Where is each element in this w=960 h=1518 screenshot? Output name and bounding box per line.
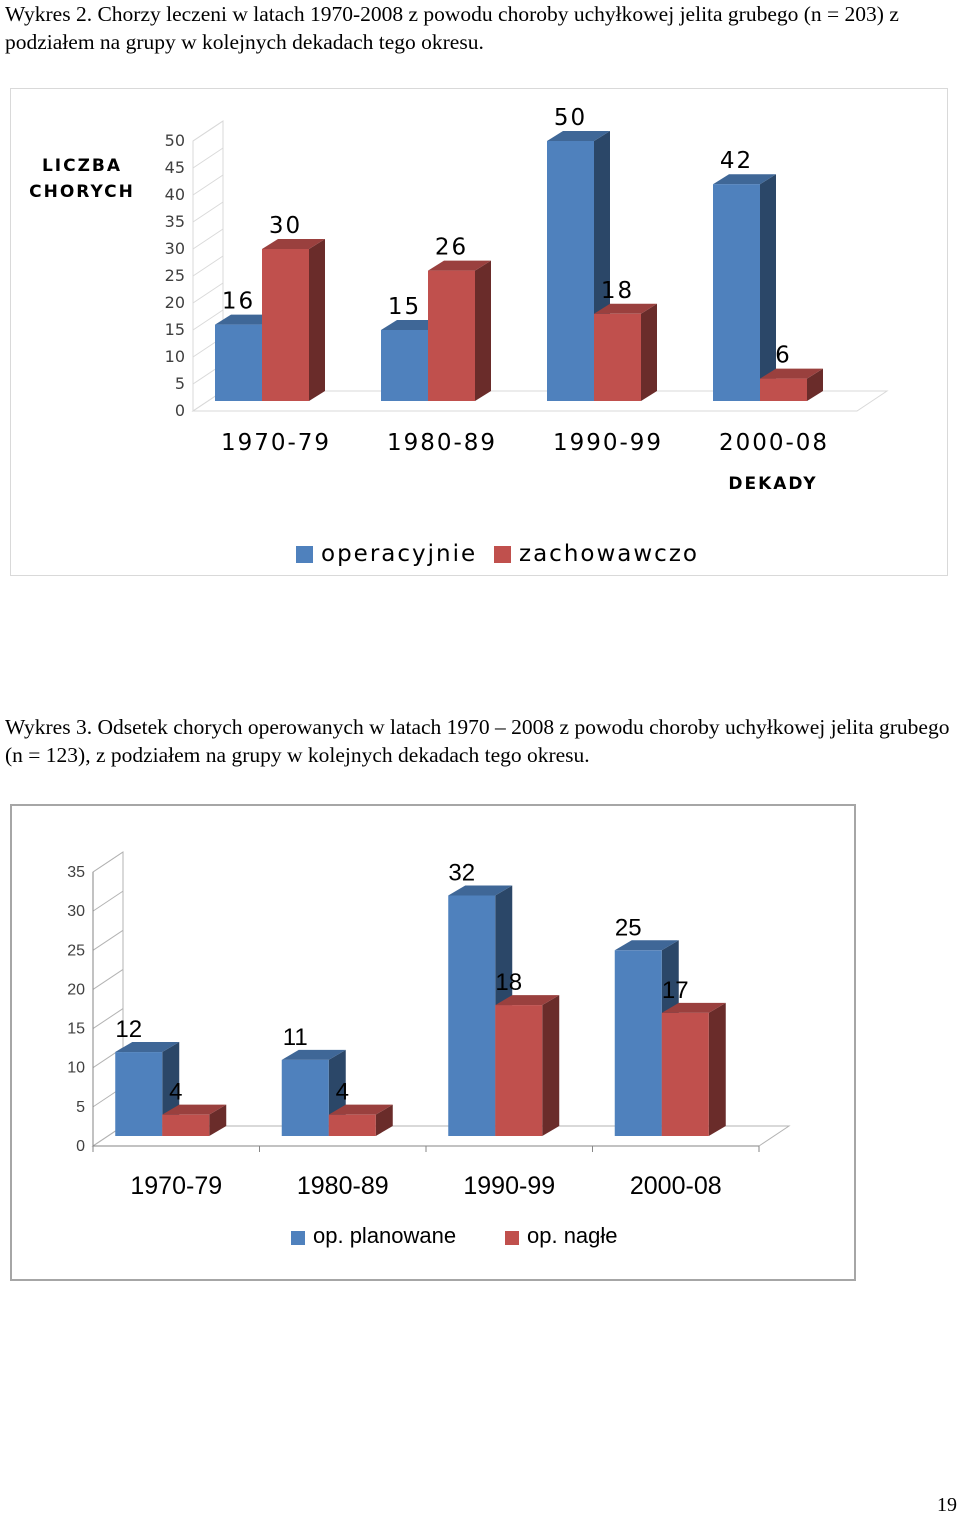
x-tick-label: 1990-99 (552, 430, 664, 456)
legend-swatch (494, 546, 511, 563)
x-tick-label: 1990-99 (463, 1172, 556, 1200)
bar (162, 1115, 209, 1136)
bar (262, 249, 309, 401)
data-label: 26 (434, 234, 469, 261)
bar (615, 950, 662, 1136)
y-axis-title: CHORYCH (29, 182, 135, 202)
bar (594, 314, 641, 401)
y-tick-label: 5 (174, 374, 185, 393)
y-tick-label: 35 (67, 864, 85, 881)
page-number: 19 (937, 1494, 957, 1516)
bar-side (709, 1003, 726, 1136)
data-label: 30 (268, 213, 303, 239)
y-tick-label: 25 (67, 942, 85, 960)
bar (495, 1005, 542, 1136)
data-label: 4 (169, 1078, 183, 1106)
chart1-caption: Wykres 2. Chorzy leczeni w latach 1970-2008 z powodu choroby uchyłkowej jelita grubego (n = 203) z podziałem na grupy w kolejnych dekadach tego okresu. (5, 2, 899, 54)
y-tick-label: 15 (67, 1020, 85, 1038)
legend-label: op. planowane (313, 1223, 457, 1248)
y-tick-label: 0 (174, 401, 185, 420)
bar-side (309, 239, 325, 401)
bar (115, 1052, 162, 1136)
y-tick-label: 5 (76, 1098, 85, 1116)
bar-side (760, 174, 776, 401)
data-label: 17 (661, 976, 689, 1004)
data-label: 32 (448, 859, 476, 887)
x-tick-label: 2000-08 (718, 430, 830, 456)
y-tick-label: 35 (164, 212, 185, 231)
bar (282, 1060, 329, 1136)
bar (215, 325, 262, 401)
x-tick-label: 1980-89 (386, 430, 498, 456)
bar-side (641, 304, 657, 401)
bar (428, 271, 475, 401)
data-label: 16 (221, 288, 256, 315)
legend-label: zachowawczo (519, 541, 699, 567)
data-label: 6 (775, 342, 792, 369)
data-label: 12 (115, 1016, 143, 1044)
legend-swatch (291, 1231, 305, 1245)
legend-label: op. nagłe (527, 1223, 618, 1248)
bar (329, 1115, 376, 1136)
y-tick-label: 0 (76, 1138, 85, 1155)
x-tick-label: 1970-79 (220, 430, 332, 456)
y-tick-label: 45 (164, 158, 185, 177)
data-label: 25 (614, 914, 642, 942)
bar (381, 330, 428, 401)
chart1-svg (11, 89, 947, 575)
y-tick-label: 40 (164, 185, 185, 204)
y-tick-label: 30 (164, 239, 185, 258)
x-tick-label: 2000-08 (629, 1172, 722, 1200)
legend-swatch (505, 1231, 519, 1245)
y-axis-title: LICZBA (41, 156, 123, 176)
bar (662, 1013, 709, 1136)
chart1 (10, 88, 948, 576)
y-tick-label: 10 (67, 1059, 85, 1077)
y-tick-label: 50 (164, 131, 185, 150)
data-label: 11 (282, 1023, 308, 1051)
bar (448, 895, 495, 1136)
bar (760, 379, 807, 401)
x-tick-label: 1980-89 (296, 1172, 389, 1200)
y-tick-label: 20 (67, 981, 85, 999)
legend-swatch (296, 546, 313, 563)
bar (547, 141, 594, 401)
x-tick-label: 1970-79 (130, 1172, 223, 1200)
bar (713, 184, 760, 401)
bar-side (475, 261, 491, 401)
y-tick-label: 30 (67, 903, 85, 921)
x-axis-title: DEKADY (728, 474, 818, 494)
y-tick-label: 10 (164, 347, 185, 366)
data-label: 4 (335, 1078, 349, 1106)
chart2-caption: Wykres 3. Odsetek chorych operowanych w latach 1970 – 2008 z powodu choroby uchyłkowej jelita grubego (n = 123), z podziałem na grupy w kolejnych dekadach tego okresu. (5, 715, 950, 767)
data-label: 50 (553, 105, 588, 131)
chart2 (10, 804, 856, 1281)
y-tick-label: 15 (164, 320, 185, 339)
y-tick-label: 25 (164, 266, 185, 285)
y-tick-label: 20 (164, 293, 185, 312)
legend-label: operacyjnie (321, 541, 478, 567)
chart2-svg (12, 806, 854, 1279)
data-label: 15 (387, 294, 422, 320)
bar-side (542, 995, 559, 1136)
data-label: 18 (600, 277, 635, 304)
data-label: 42 (719, 148, 754, 175)
data-label: 18 (495, 969, 523, 997)
